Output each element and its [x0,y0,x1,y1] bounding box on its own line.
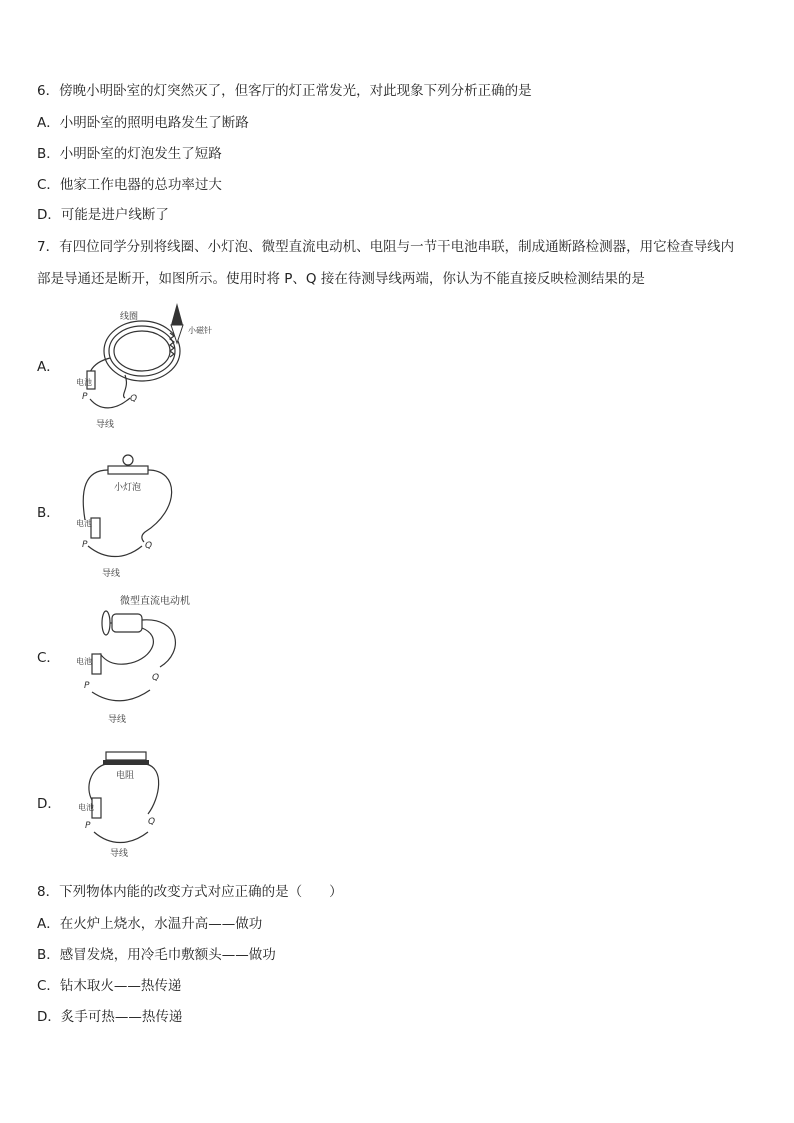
q7-figure-a-p: P [82,392,88,402]
q7-figure-b-device: 小灯泡 [114,483,142,493]
q7-figure-c-device: 微型直流电动机 [120,596,190,607]
q7-stem-line1: 7．有四位同学分别将线圈、小灯泡、微型直流电动机、电阻与一节干电池串联，制成通断路检测器，用它检查导线内 [37,239,735,255]
q8-option-a: A．在火炉上烧水，水温升高——做功 [37,916,263,932]
q7-figure-c-q: Q [152,673,160,683]
q7-stem-line2: 部是导通还是断开，如图所示。使用时将 P、Q 接在待测导线两端，你认为不能直接反映检测结果的是 [37,271,645,287]
q7-figure-b-label: B． [37,505,60,521]
q6-option-d: D．可能是进户线断了 [37,207,169,223]
q7-figure-c-battery: 电池 [76,657,92,666]
q7-figure-d-q: Q [148,817,156,827]
q7-figure-d-p: P [85,821,91,831]
q7-figure-d [70,748,220,864]
q7-figure-a-battery: 电池 [76,378,92,387]
q6-stem: 6．傍晚小明卧室的灯突然灭了，但客厅的灯正常发光，对此现象下列分析正确的是 [37,83,532,99]
q7-figure-b-battery: 电池 [76,519,92,528]
q7-figure-b-wire: 导线 [102,569,121,579]
q7-figure-c-p: P [84,681,90,691]
q7-figure-a-q: Q [130,394,138,404]
q7-figure-b-p: P [82,540,88,550]
q7-figure-c [70,592,230,728]
q7-figure-d-device: 电阻 [116,771,135,781]
q7-figure-d-label: D． [37,796,61,812]
q6-option-a: A．小明卧室的照明电路发生了断路 [37,115,249,131]
q6-option-c: C．他家工作电器的总功率过大 [37,177,222,193]
q8-option-c: C．钻木取火——热传递 [37,978,182,994]
q7-figure-a-wire: 导线 [96,420,115,430]
q7-figure-b [70,450,220,582]
q8-stem: 8．下列物体内能的改变方式对应正确的是（ ） [37,884,343,900]
q8-option-b: B．感冒发烧，用冷毛巾敷额头——做功 [37,947,276,963]
q7-figure-d-battery: 电池 [78,803,94,812]
q7-figure-d-wire: 导线 [110,849,129,859]
q7-figure-b-q: Q [145,541,153,551]
q7-figure-c-wire: 导线 [108,715,127,725]
q7-figure-a-device: 线圈 [120,312,139,322]
q6-option-b: B．小明卧室的灯泡发生了短路 [37,146,222,162]
q8-option-d: D．炙手可热——热传递 [37,1009,183,1025]
q7-figure-c-label: C． [37,650,60,666]
q7-figure-a-extra: 小磁针 [188,326,212,335]
q7-figure-a-label: A． [37,359,60,375]
q7-figure-a [70,303,220,433]
